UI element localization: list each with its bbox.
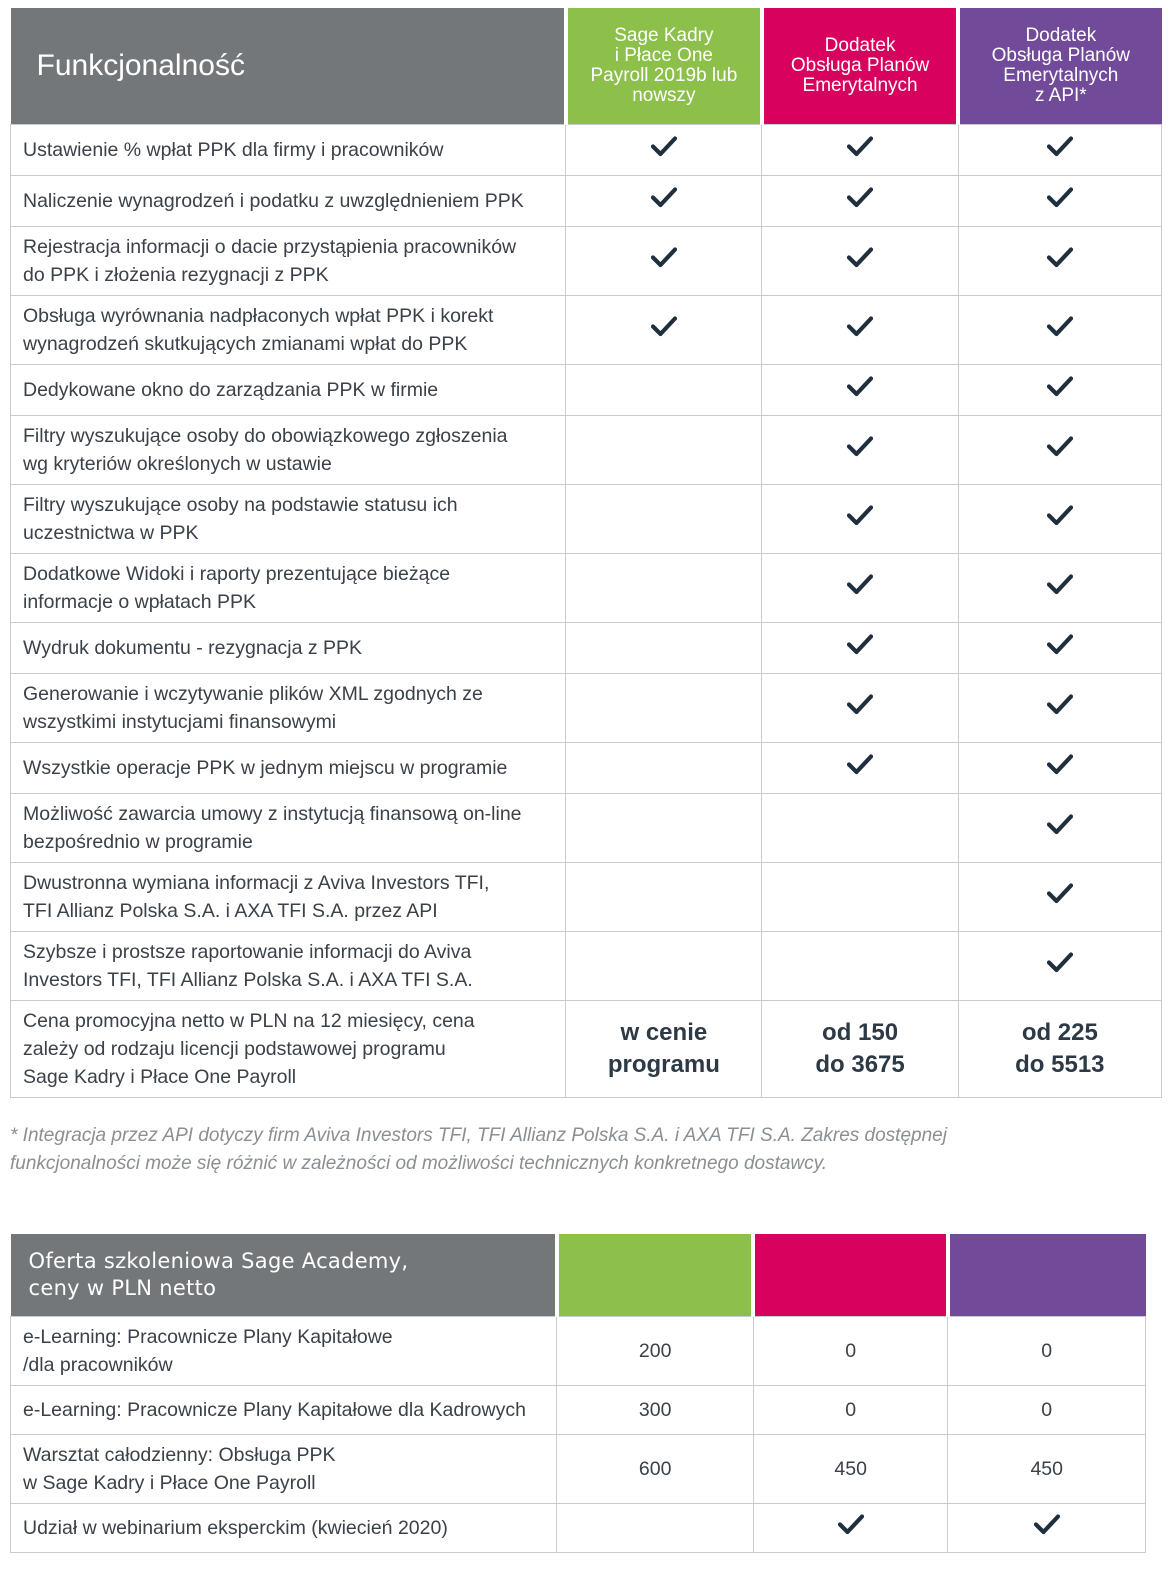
training-header-line: ceny w PLN netto	[28, 1276, 217, 1300]
feature-cell	[566, 863, 762, 932]
column-header-line: nowszy	[632, 85, 696, 106]
feature-label-line: Możliwość zawarcia umowy z instytucją finansową on-line	[23, 803, 522, 825]
feature-cell	[958, 296, 1161, 365]
table-row	[11, 623, 1162, 674]
checkmark-icon	[847, 186, 873, 208]
feature-cell	[566, 416, 762, 485]
table-row	[11, 863, 1162, 932]
feature-cell	[762, 863, 958, 932]
feature-label	[11, 176, 566, 227]
checkmark-icon	[1047, 135, 1073, 157]
training-label	[11, 1435, 557, 1504]
feature-column-header: Funkcjonalność	[11, 8, 566, 125]
price-value-line: do 5513	[1015, 1051, 1105, 1078]
feature-label	[11, 485, 566, 554]
checkmark-icon	[1047, 186, 1073, 208]
feature-cell	[762, 485, 958, 554]
training-price: 600	[557, 1435, 754, 1504]
feature-cell	[566, 794, 762, 863]
training-price: 450	[753, 1435, 948, 1504]
checkmark-icon	[651, 315, 677, 337]
feature-cell	[566, 365, 762, 416]
price-label-line: Cena promocyjna netto w PLN na 12 miesięcy, cena	[23, 1010, 475, 1032]
feature-cell	[762, 794, 958, 863]
feature-label	[11, 554, 566, 623]
feature-label-line: Dodatkowe Widoki i raporty prezentujące bieżące	[23, 563, 451, 585]
feature-cell	[566, 932, 762, 1001]
feature-label	[11, 623, 566, 674]
checkmark-icon	[1047, 573, 1073, 595]
checkmark-icon	[1047, 375, 1073, 397]
checkmark-icon	[1047, 951, 1073, 973]
price-value-line: od 150	[822, 1019, 899, 1046]
footnote	[10, 1122, 1160, 1178]
feature-label	[11, 743, 566, 794]
training-color-header-pink	[753, 1234, 948, 1317]
table-header-row	[11, 8, 1162, 125]
feature-rows	[11, 125, 1162, 1098]
training-offer-table	[10, 1234, 1146, 1553]
feature-label	[11, 227, 566, 296]
feature-label-line: Generowanie i wczytywanie plików XML zgodnych ze	[23, 683, 483, 705]
feature-label-line: wg kryteriów określonych w ustawie	[23, 453, 332, 475]
price-label	[11, 1001, 566, 1098]
price-value	[762, 1001, 958, 1098]
checkmark-icon	[847, 246, 873, 268]
training-row	[11, 1317, 1146, 1386]
table-row	[11, 416, 1162, 485]
checkmark-icon	[651, 246, 677, 268]
feature-label-line: Wydruk dokumentu - rezygnacja z PPK	[23, 637, 363, 659]
column-header-line: Emerytalnych	[802, 75, 918, 96]
table-row	[11, 485, 1162, 554]
feature-label-line: Ustawienie % wpłat PPK dla firmy i pracowników	[23, 139, 444, 161]
checkmark-icon	[1047, 753, 1073, 775]
checkmark-icon	[847, 135, 873, 157]
training-row	[11, 1435, 1146, 1504]
feature-label-line: TFI Allianz Polska S.A. i AXA TFI S.A. przez API	[23, 900, 438, 922]
feature-cell	[958, 674, 1161, 743]
checkmark-icon	[651, 186, 677, 208]
training-price: 0	[948, 1317, 1146, 1386]
price-value-line: w cenie	[620, 1019, 708, 1046]
feature-label-line: Investors TFI, TFI Allianz Polska S.A. i AXA TFI S.A.	[23, 969, 473, 991]
training-row	[11, 1386, 1146, 1435]
checkmark-icon	[1047, 246, 1073, 268]
table-row	[11, 674, 1162, 743]
feature-cell	[762, 227, 958, 296]
training-label-line: e-Learning: Pracownicze Plany Kapitałowe	[23, 1326, 393, 1348]
checkmark-icon	[847, 315, 873, 337]
feature-cell	[566, 296, 762, 365]
feature-label	[11, 365, 566, 416]
footnote-line: * Integracja przez API dotyczy firm Aviva Investors TFI, TFI Allianz Polska S.A. i AXA TFI S.A. Zakres dostępnej	[10, 1125, 947, 1146]
feature-label-line: uczestnictwa w PPK	[23, 522, 199, 544]
training-price: 450	[948, 1435, 1146, 1504]
table-row	[11, 296, 1162, 365]
price-value	[566, 1001, 762, 1098]
training-label-line: /dla pracowników	[23, 1354, 173, 1376]
feature-cell	[762, 125, 958, 176]
column-header-line: Dodatek	[1025, 25, 1097, 46]
column-header-line: Payroll 2019b lub	[590, 65, 738, 86]
table-row	[11, 794, 1162, 863]
feature-cell	[958, 863, 1161, 932]
checkmark-icon	[847, 753, 873, 775]
feature-label-line: Wszystkie operacje PPK w jednym miejscu w programie	[23, 757, 508, 779]
training-rows	[11, 1317, 1146, 1553]
training-price: 300	[557, 1386, 754, 1435]
feature-label-line: Filtry wyszukujące osoby do obowiązkowego zgłoszenia	[23, 425, 508, 447]
checkmark-icon	[1047, 882, 1073, 904]
training-price	[557, 1504, 754, 1553]
feature-label	[11, 863, 566, 932]
column-header-line: Sage Kadry	[614, 25, 714, 46]
table-row	[11, 365, 1162, 416]
feature-cell	[762, 623, 958, 674]
training-label-line: e-Learning: Pracownicze Plany Kapitałowe dla Kadrowych	[23, 1399, 526, 1421]
feature-label-line: do PPK i złożenia rezygnacji z PPK	[23, 264, 329, 286]
training-color-header-purple	[948, 1234, 1146, 1317]
price-value-line: programu	[607, 1051, 720, 1078]
training-price	[753, 1504, 948, 1553]
table-row	[11, 227, 1162, 296]
feature-cell	[762, 932, 958, 1001]
feature-cell	[566, 485, 762, 554]
feature-cell	[958, 554, 1161, 623]
feature-label-line: Rejestracja informacji o dacie przystąpienia pracowników	[23, 236, 517, 258]
feature-label-line: wynagrodzeń skutkujących zmianami wpłat do PPK	[23, 333, 468, 355]
column-header-dodatek-api	[958, 8, 1161, 125]
feature-cell	[958, 623, 1161, 674]
checkmark-icon	[1034, 1513, 1060, 1535]
checkmark-icon	[847, 504, 873, 526]
price-value-line: do 3675	[815, 1051, 905, 1078]
column-header-sage-kadry	[566, 8, 762, 125]
feature-cell	[762, 176, 958, 227]
checkmark-icon	[1047, 435, 1073, 457]
training-column-header	[11, 1234, 557, 1317]
table-row	[11, 125, 1162, 176]
training-price	[948, 1504, 1146, 1553]
feature-cell	[958, 365, 1161, 416]
checkmark-icon	[847, 435, 873, 457]
checkmark-icon	[1047, 813, 1073, 835]
feature-label-line: informacje o wpłatach PPK	[23, 591, 257, 613]
checkmark-icon	[847, 633, 873, 655]
footnote-line: funkcjonalności może się różnić w zależności od możliwości technicznych konkretnego dostawcy.	[10, 1153, 828, 1174]
training-price: 0	[753, 1317, 948, 1386]
price-value-line: od 225	[1021, 1019, 1098, 1046]
feature-cell	[566, 227, 762, 296]
column-header-dodatek	[762, 8, 958, 125]
checkmark-icon	[847, 375, 873, 397]
training-label-line: Udział w webinarium eksperckim (kwiecień 2020)	[23, 1517, 448, 1539]
training-row	[11, 1504, 1146, 1553]
feature-cell	[566, 623, 762, 674]
feature-label	[11, 674, 566, 743]
training-header-line: Oferta szkoleniowa Sage Academy,	[28, 1249, 409, 1273]
checkmark-icon	[1047, 633, 1073, 655]
feature-label-line: bezpośrednio w programie	[23, 831, 253, 853]
feature-cell	[958, 176, 1161, 227]
checkmark-icon	[847, 693, 873, 715]
feature-label-line: Dwustronna wymiana informacji z Aviva Investors TFI,	[23, 872, 490, 894]
training-color-header-green	[557, 1234, 754, 1317]
checkmark-icon	[847, 573, 873, 595]
feature-cell	[566, 674, 762, 743]
price-row	[11, 1001, 1162, 1098]
feature-cell	[958, 227, 1161, 296]
feature-label-line: Obsługa wyrównania nadpłaconych wpłat PPK i korekt	[23, 305, 494, 327]
feature-label-line: Szybsze i prostsze raportowanie informacji do Aviva	[23, 941, 472, 963]
feature-label-line: Naliczenie wynagrodzeń i podatku z uwzględnieniem PPK	[23, 190, 524, 212]
feature-cell	[566, 554, 762, 623]
training-label	[11, 1504, 557, 1553]
feature-label	[11, 296, 566, 365]
table-row	[11, 932, 1162, 1001]
table-row	[11, 743, 1162, 794]
training-label	[11, 1386, 557, 1435]
column-header-line: Obsługa Planów	[991, 45, 1131, 66]
feature-cell	[566, 743, 762, 794]
price-label-line: zależy od rodzaju licencji podstawowej programu	[23, 1038, 446, 1060]
column-header-line: Dodatek	[824, 35, 896, 56]
training-label-line: w Sage Kadry i Płace One Payroll	[23, 1472, 316, 1494]
feature-cell	[958, 743, 1161, 794]
checkmark-icon	[651, 135, 677, 157]
feature-cell	[762, 296, 958, 365]
training-price: 0	[948, 1386, 1146, 1435]
feature-cell	[958, 416, 1161, 485]
feature-label	[11, 125, 566, 176]
column-header-line: i Płace One	[614, 45, 713, 66]
training-header-row	[11, 1234, 1146, 1317]
feature-comparison-table	[10, 8, 1162, 1098]
checkmark-icon	[1047, 504, 1073, 526]
training-price: 200	[557, 1317, 754, 1386]
price-value	[958, 1001, 1161, 1098]
feature-cell	[566, 125, 762, 176]
column-header-line: Emerytalnych	[1003, 65, 1119, 86]
checkmark-icon	[838, 1513, 864, 1535]
feature-cell	[762, 674, 958, 743]
feature-label-line: Dedykowane okno do zarządzania PPK w firmie	[23, 379, 439, 401]
table-row	[11, 176, 1162, 227]
checkmark-icon	[1047, 693, 1073, 715]
training-label-line: Warsztat całodzienny: Obsługa PPK	[23, 1444, 336, 1466]
feature-label	[11, 416, 566, 485]
feature-cell	[762, 554, 958, 623]
feature-cell	[762, 416, 958, 485]
column-header-line: Obsługa Planów	[790, 55, 930, 76]
table-row	[11, 554, 1162, 623]
training-price: 0	[753, 1386, 948, 1435]
feature-label	[11, 794, 566, 863]
feature-cell	[958, 932, 1161, 1001]
feature-label	[11, 932, 566, 1001]
price-label-line: Sage Kadry i Płace One Payroll	[23, 1066, 297, 1088]
training-label	[11, 1317, 557, 1386]
feature-cell	[958, 485, 1161, 554]
feature-cell	[762, 743, 958, 794]
feature-cell	[762, 365, 958, 416]
feature-label-line: wszystkimi instytucjami finansowymi	[23, 711, 337, 733]
column-header-line: z API*	[1034, 85, 1087, 106]
feature-cell	[958, 125, 1161, 176]
feature-label-line: Filtry wyszukujące osoby na podstawie statusu ich	[23, 494, 458, 516]
checkmark-icon	[1047, 315, 1073, 337]
feature-cell	[958, 794, 1161, 863]
feature-cell	[566, 176, 762, 227]
